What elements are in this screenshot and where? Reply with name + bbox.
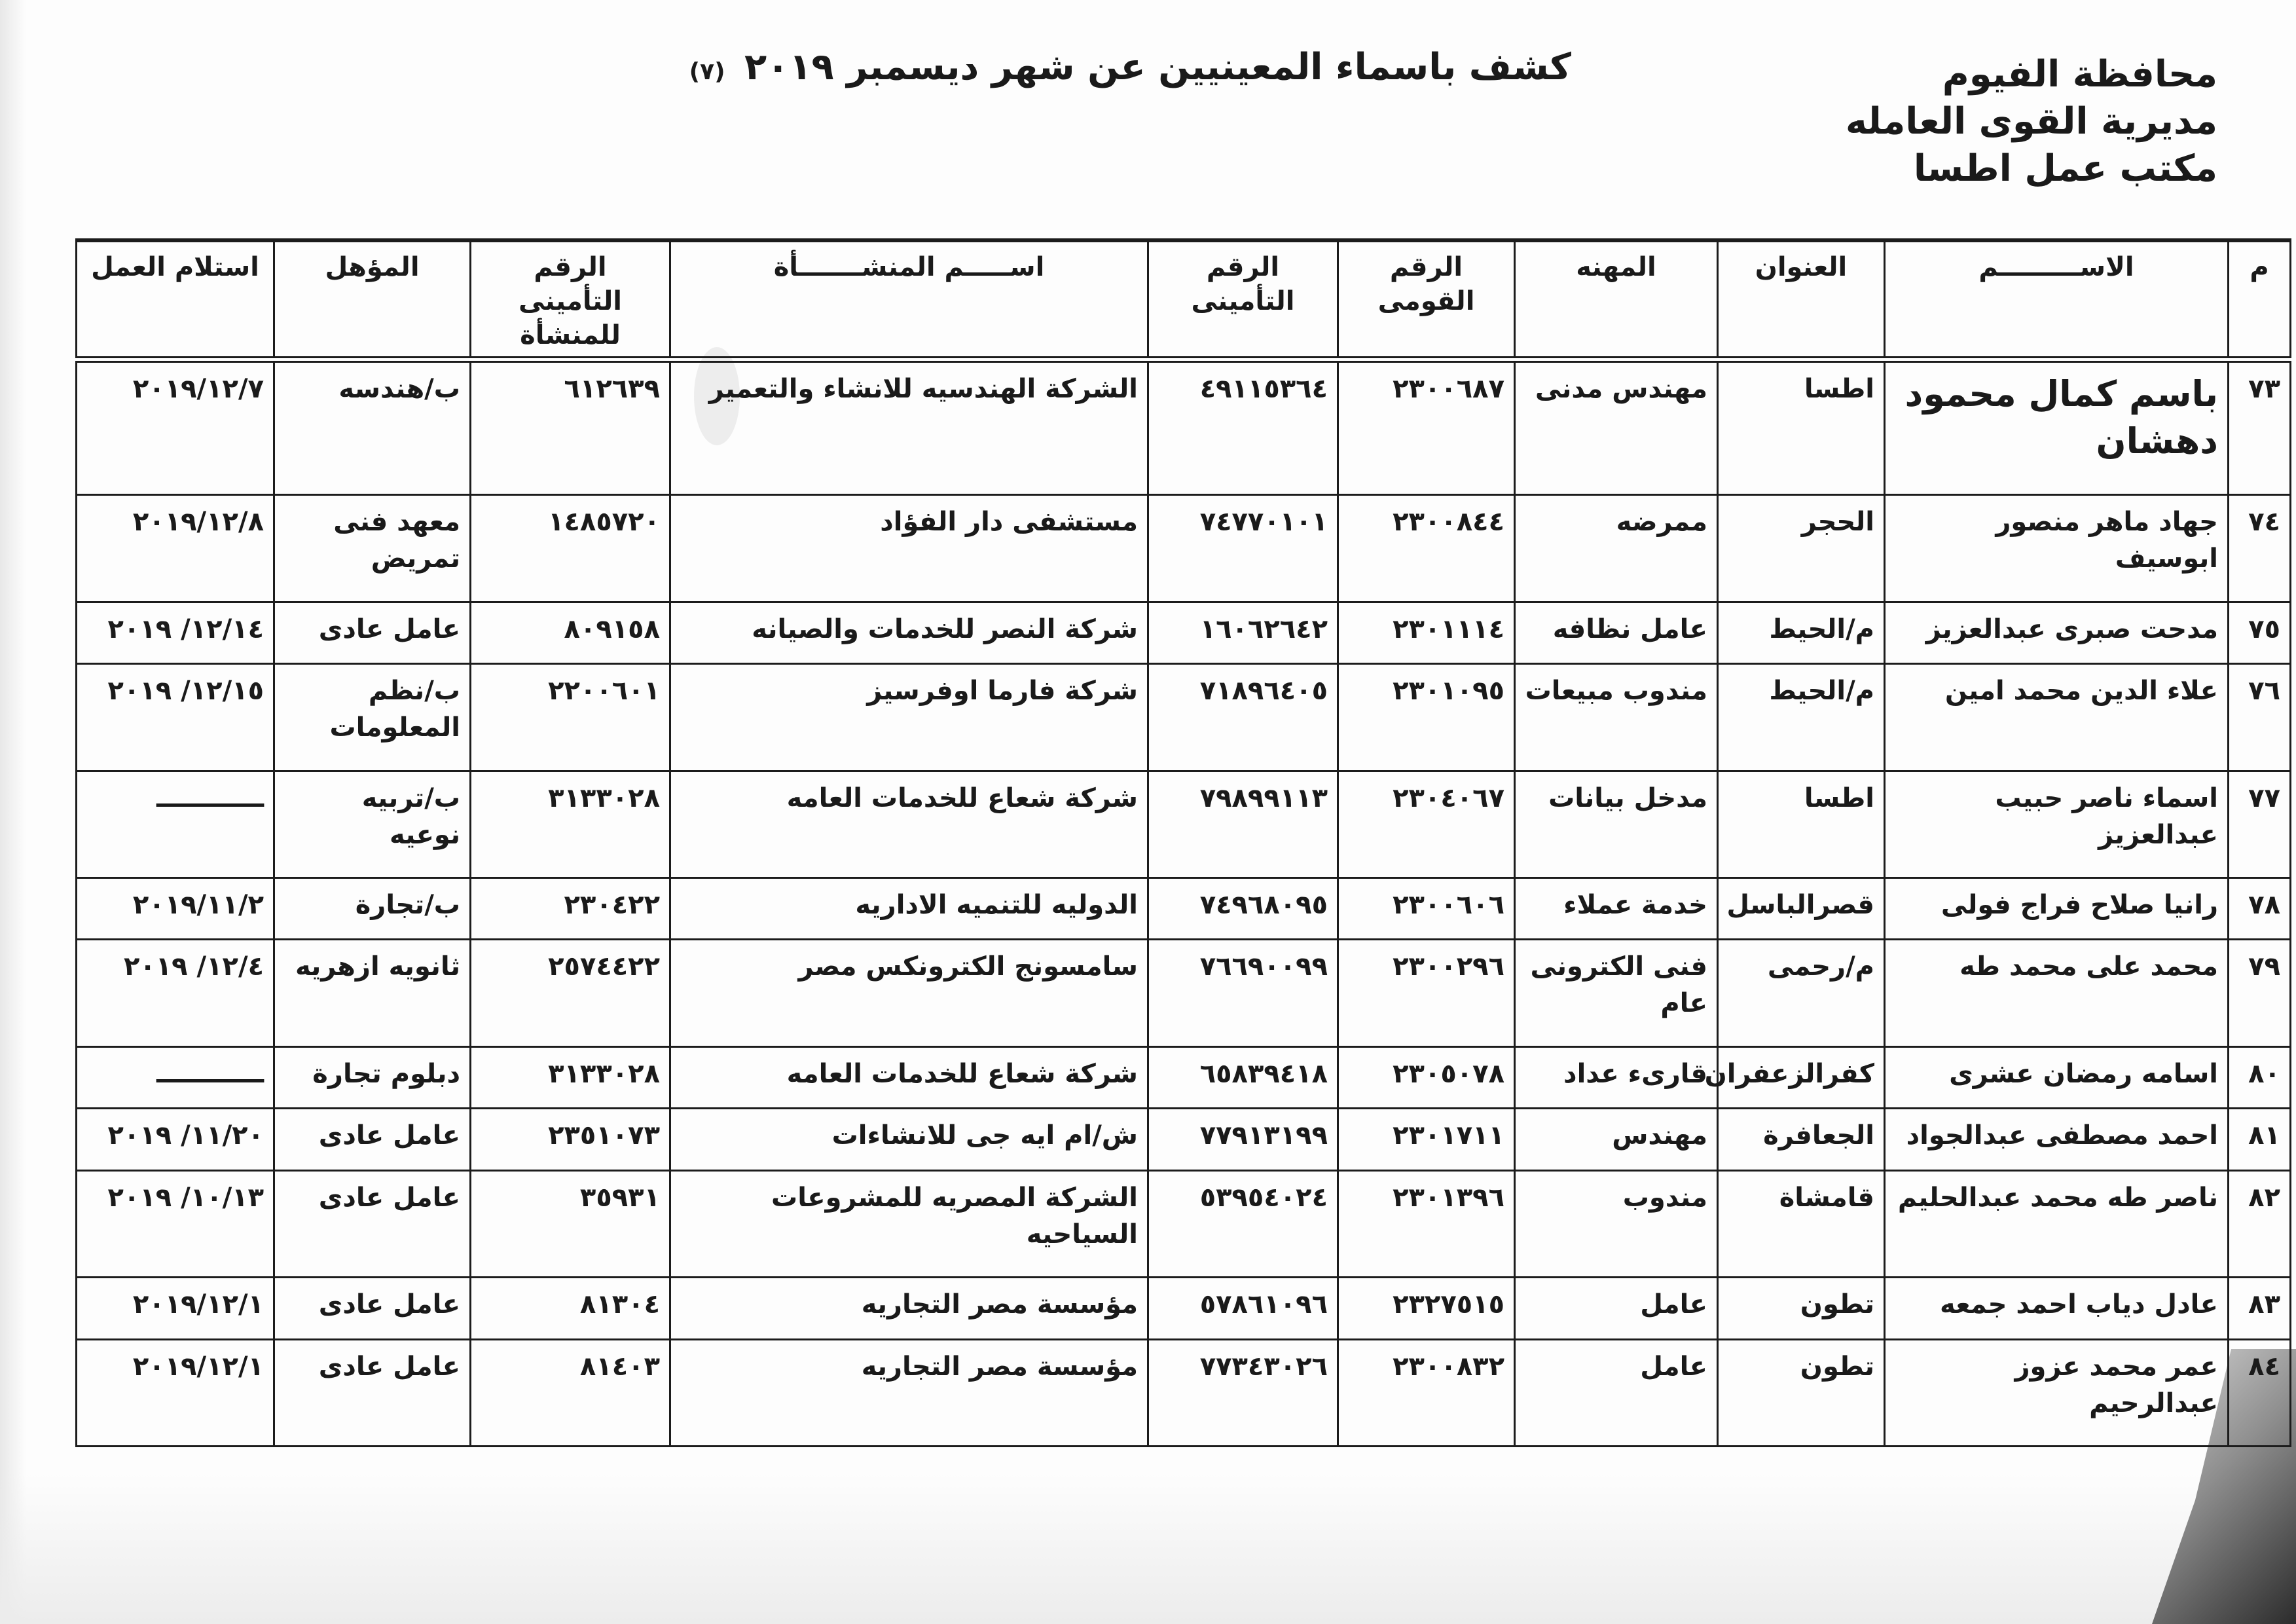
establishment-name: الشركة الهندسيه للانشاء والتعمير: [670, 360, 1148, 495]
employee-job: مهندس: [1515, 1109, 1718, 1171]
insurance-number: ٧٤٩٦٨٠٩٥: [1148, 877, 1338, 940]
row-number: ٧٦: [2229, 664, 2291, 771]
table-row: [77, 877, 2291, 940]
employee-name: عمر محمد عزوز عبدالرحيم: [1885, 1339, 2229, 1446]
start-date: ١١/٢٠/ ٢٠١٩: [77, 1109, 274, 1171]
appointees-table: [75, 238, 2291, 1447]
establishment-name: شركة شعاع للخدمات العامه: [670, 1046, 1148, 1109]
start-date: ــــــــــــ: [77, 1046, 274, 1109]
row-number: ٨٠: [2229, 1046, 2291, 1109]
employee-job: ممرضه: [1515, 495, 1718, 602]
table-row: [77, 1109, 2291, 1171]
scan-bottom-shadow: [0, 1473, 2296, 1624]
establishment-insurance-number: ٣٥٩٣١: [471, 1170, 670, 1277]
employee-job: عامل: [1515, 1278, 1718, 1340]
qualification: عامل عادى: [274, 1278, 471, 1340]
qualification: عامل عادى: [274, 1170, 471, 1277]
employee-name: اسامه رمضان عشرى: [1885, 1046, 2229, 1109]
establishment-insurance-number: ٣١٣٣٠٢٨: [471, 1046, 670, 1109]
establishment-insurance-number: ٢٥٧٤٤٢٢: [471, 940, 670, 1046]
employee-address: اطسا: [1718, 360, 1885, 495]
row-number: ٧٩: [2229, 940, 2291, 1046]
employee-address: تطون: [1718, 1339, 1885, 1446]
table-row: [77, 495, 2291, 602]
title-text: كشف باسماء المعينيين عن شهر ديسمبر ٢٠١٩: [744, 46, 1571, 88]
start-date: ٢٠١٩/١٢/٨: [77, 495, 274, 602]
qualification: ثانويه ازهريه: [274, 940, 471, 1046]
table-header: [77, 240, 2291, 360]
employee-name: رانيا صلاح فراج فولى: [1885, 877, 2229, 940]
column-header-address: العنوان: [1718, 240, 1885, 360]
establishment-insurance-number: ٦١٢٦٣٩: [471, 360, 670, 495]
employee-name: علاء الدين محمد امين: [1885, 664, 2229, 771]
employee-job: مندوب: [1515, 1170, 1718, 1277]
start-date: ١٠/١٣/ ٢٠١٩: [77, 1170, 274, 1277]
office-header: [1846, 51, 2217, 193]
sheet-number: (٧): [689, 58, 725, 85]
establishment-name: مستشفى دار الفؤاد: [670, 495, 1148, 602]
national-number: ٢٣٠٠٢٩٦: [1338, 940, 1515, 1046]
employee-address: م/الحيط: [1718, 664, 1885, 771]
table-row: [77, 360, 2291, 495]
qualification: دبلوم تجارة: [274, 1046, 471, 1109]
insurance-number: ٧٤٧٧٠١٠١: [1148, 495, 1338, 602]
start-date: ٢٠١٩/١٢/١: [77, 1278, 274, 1340]
qualification: ب/هندسه: [274, 360, 471, 495]
column-header-insurance-no: الرقم التأمينى: [1148, 240, 1338, 360]
employee-job: فنى الكترونى عام: [1515, 940, 1718, 1046]
column-header-qualification: المؤهل: [274, 240, 471, 360]
establishment-name: شركة فارما اوفرسيز: [670, 664, 1148, 771]
row-number: ٧٥: [2229, 602, 2291, 664]
establishment-name: ش/ام ايه جى للانشاءات: [670, 1109, 1148, 1171]
governorate-label: محافظة الفيوم: [1942, 53, 2217, 96]
row-number: ٨٢: [2229, 1170, 2291, 1277]
insurance-number: ٧٧٩١٣١٩٩: [1148, 1109, 1338, 1171]
establishment-insurance-number: ١٤٨٥٧٢٠: [471, 495, 670, 602]
establishment-insurance-number: ٢٣٥١٠٧٣: [471, 1109, 670, 1171]
employee-address: قامشاة: [1718, 1170, 1885, 1277]
employee-job: عامل نظافه: [1515, 602, 1718, 664]
employee-address: كفرالزعفران: [1718, 1046, 1885, 1109]
establishment-insurance-number: ٢٢٠٠٦٠١: [471, 664, 670, 771]
row-number: ٨٣: [2229, 1278, 2291, 1340]
insurance-number: ١٦٠٦٢٦٤٢: [1148, 602, 1338, 664]
establishment-insurance-number: ٢٣٠٤٢٢: [471, 877, 670, 940]
establishment-name: مؤسسة مصر التجاريه: [670, 1339, 1148, 1446]
employee-address: تطون: [1718, 1278, 1885, 1340]
insurance-number: ٥٧٨٦١٠٩٦: [1148, 1278, 1338, 1340]
column-header-national-no: الرقم القومى: [1338, 240, 1515, 360]
row-number: ٧٨: [2229, 877, 2291, 940]
establishment-insurance-number: ٣١٣٣٠٢٨: [471, 771, 670, 877]
office-label: مكتب عمل اطسا: [1913, 147, 2217, 190]
national-number: ٢٣٠٠٦٠٦: [1338, 877, 1515, 940]
employee-job: مهندس مدنى: [1515, 360, 1718, 495]
establishment-name: سامسونج الكترونكس مصر: [670, 940, 1148, 1046]
table-row: [77, 1278, 2291, 1340]
start-date: ١٢/٤/ ٢٠١٩: [77, 940, 274, 1046]
national-number: ٢٣٠١١١٤: [1338, 602, 1515, 664]
employee-address: اطسا: [1718, 771, 1885, 877]
employee-name: محمد على محمد طه: [1885, 940, 2229, 1046]
column-header-number: م: [2229, 240, 2291, 360]
national-number: ٢٣٠١٣٩٦: [1338, 1170, 1515, 1277]
insurance-number: ٧١٨٩٦٤٠٥: [1148, 664, 1338, 771]
qualification: ب/تجارة: [274, 877, 471, 940]
column-header-establishment: اســـــم المنشـــــــأة: [670, 240, 1148, 360]
employee-name: عادل دياب احمد جمعه: [1885, 1278, 2229, 1340]
employee-job: عامل: [1515, 1339, 1718, 1446]
employee-name: مدحت صبرى عبدالعزيز: [1885, 602, 2229, 664]
national-number: ٢٣٠١٧١١: [1338, 1109, 1515, 1171]
employee-name: باسم كمال محمود دهشان: [1885, 360, 2229, 495]
qualification: معهد فنى تمريض: [274, 495, 471, 602]
insurance-number: ٦٥٨٣٩٤١٨: [1148, 1046, 1338, 1109]
start-date: ٢٠١٩/١٢/٧: [77, 360, 274, 495]
establishment-name: شركة النصر للخدمات والصيانه: [670, 602, 1148, 664]
row-number: ٧٣: [2229, 360, 2291, 495]
qualification: عامل عادى: [274, 602, 471, 664]
national-number: ٢٣٠٤٠٦٧: [1338, 771, 1515, 877]
employee-job: مندوب مبيعات: [1515, 664, 1718, 771]
table-row: [77, 664, 2291, 771]
insurance-number: ٤٩١١٥٣٦٤: [1148, 360, 1338, 495]
employee-name: احمد مصطفى عبدالجواد: [1885, 1109, 2229, 1171]
row-number: ٨١: [2229, 1109, 2291, 1171]
column-header-name: الاســـــــــم: [1885, 240, 2229, 360]
document-title: [689, 46, 1571, 88]
establishment-name: شركة شعاع للخدمات العامه: [670, 771, 1148, 877]
employee-job: قارىء عداد: [1515, 1046, 1718, 1109]
establishment-name: مؤسسة مصر التجاريه: [670, 1278, 1148, 1340]
employee-job: خدمة عملاء: [1515, 877, 1718, 940]
establishment-insurance-number: ٨١٣٠٤: [471, 1278, 670, 1340]
table-row: [77, 1046, 2291, 1109]
start-date: ١٢/١٥/ ٢٠١٩: [77, 664, 274, 771]
employee-job: مدخل بيانات: [1515, 771, 1718, 877]
column-header-job: المهنه: [1515, 240, 1718, 360]
insurance-number: ٧٩٨٩٩١١٣: [1148, 771, 1338, 877]
start-date: ١٢/١٤/ ٢٠١٩: [77, 602, 274, 664]
national-number: ٢٣٠٠٨٣٢: [1338, 1339, 1515, 1446]
qualification: عامل عادى: [274, 1339, 471, 1446]
employee-address: م/رحمى: [1718, 940, 1885, 1046]
column-header-est-insurance-no: الرقم التأمينى للمنشأة: [471, 240, 670, 360]
establishment-name: الدوليه للتنميه الاداريه: [670, 877, 1148, 940]
employee-address: م/الحيط: [1718, 602, 1885, 664]
employee-name: جهاد ماهر منصور ابوسيف: [1885, 495, 2229, 602]
establishment-name: الشركة المصريه للمشروعات السياحيه: [670, 1170, 1148, 1277]
national-number: ٢٣٠٠٦٨٧: [1338, 360, 1515, 495]
establishment-insurance-number: ٨٠٩١٥٨: [471, 602, 670, 664]
table-row: [77, 771, 2291, 877]
insurance-number: ٧٧٣٤٣٠٢٦: [1148, 1339, 1338, 1446]
scan-edge-shadow: [0, 0, 26, 1624]
row-number: ٧٧: [2229, 771, 2291, 877]
employee-address: الحجر: [1718, 495, 1885, 602]
qualification: ب/تربيه نوعيه: [274, 771, 471, 877]
establishment-insurance-number: ٨١٤٠٣: [471, 1339, 670, 1446]
table-row: [77, 602, 2291, 664]
national-number: ٢٣٢٧٥١٥: [1338, 1278, 1515, 1340]
national-number: ٢٣٠٠٨٤٤: [1338, 495, 1515, 602]
national-number: ٢٣٠١٠٩٥: [1338, 664, 1515, 771]
directorate-label: مديرية القوى العامله: [1845, 100, 2217, 143]
employee-address: الجعافرة: [1718, 1109, 1885, 1171]
table-body: [77, 360, 2291, 1447]
start-date: ــــــــــــ: [77, 771, 274, 877]
table-row: [77, 1170, 2291, 1277]
qualification: ب/نظم المعلومات: [274, 664, 471, 771]
appointees-table-wrap: [77, 238, 2291, 1447]
employee-address: قصرالباسل: [1718, 877, 1885, 940]
start-date: ٢٠١٩/١٢/١: [77, 1339, 274, 1446]
start-date: ٢٠١٩/١١/٢: [77, 877, 274, 940]
column-header-start-date: استلام العمل: [77, 240, 274, 360]
table-row: [77, 1339, 2291, 1446]
insurance-number: ٥٣٩٥٤٠٢٤: [1148, 1170, 1338, 1277]
employee-name: اسماء ناصر حبيب عبدالعزيز: [1885, 771, 2229, 877]
row-number: ٧٤: [2229, 495, 2291, 602]
national-number: ٢٣٠٥٠٧٨: [1338, 1046, 1515, 1109]
employee-name: ناصر طه محمد عبدالحليم: [1885, 1170, 2229, 1277]
row-number: ٨٤: [2229, 1339, 2291, 1446]
qualification: عامل عادى: [274, 1109, 471, 1171]
insurance-number: ٧٦٦٩٠٠٩٩: [1148, 940, 1338, 1046]
table-row: [77, 940, 2291, 1046]
